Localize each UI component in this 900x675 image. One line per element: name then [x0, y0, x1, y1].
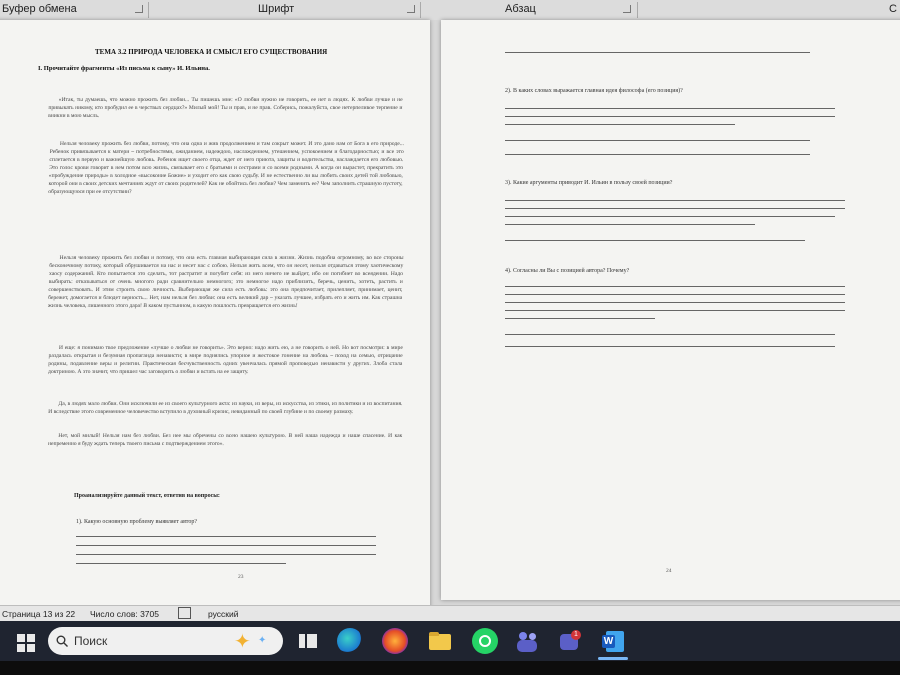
question-1: 1). Какую основную проблему выявляет автор?	[76, 519, 197, 525]
question-4: 4). Согласны ли Вы с позицией автора? Почему?	[505, 268, 630, 274]
teams-notification-icon[interactable]	[557, 628, 583, 654]
question-3: 3). Какие аргументы приводит И. Ильин в пользу своей позиции?	[505, 180, 673, 186]
answer-line	[505, 154, 810, 155]
answer-line	[505, 140, 810, 141]
paragraph-launcher-icon[interactable]	[623, 5, 631, 13]
paragraph: «Итак, ты думаешь, что можно прожить без любви... Ты пишешь мне: «О любви нужно не говорить, ее нет в людях. К любви лучше и не привыкать никому, кто пробудил ее в черствых сердцах?» Милый мой! Ты и прав, и не прав. Соберись, пожалуйста, свое нетерпеливое терпение и вникни в мою мысль.	[48, 97, 403, 119]
question-2: 2). В каких словах выражается главная идея философа (его позиция)?	[505, 88, 683, 94]
monitor-bezel	[0, 661, 900, 675]
clipboard-launcher-icon[interactable]	[135, 5, 143, 13]
ribbon-styles-label: С	[889, 3, 897, 15]
answer-line	[505, 318, 655, 319]
paragraph: И еще: я понимаю твое предложение «лучше о любви не говорить». Это верно: надо жить ею, а не говорить о ней. Но вот посмотри: в мире раздалась открытая и безумная пропаганда ненависти; в мире поднялись упорное и жестокое гонение на любовь – поход на семью, отрицание родины, подавление веры и религии. Практическая бесчувственность одних увенчалась прямой проповедью ненависти у других. Злоба стала доктриною. А это значит, что пришел час заговорить о любви и встать на ее защиту.	[47, 345, 403, 375]
answer-line	[505, 208, 845, 209]
answer-line	[505, 346, 835, 347]
answer-line	[76, 563, 286, 564]
search-placeholder: Поиск	[74, 634, 108, 648]
answer-line	[505, 294, 845, 295]
page-number: 24	[666, 568, 672, 574]
ribbon-group-labels	[0, 0, 900, 21]
file-explorer-icon[interactable]	[427, 628, 453, 654]
proofing-icon[interactable]	[178, 607, 191, 619]
answer-line	[505, 286, 845, 287]
edge-icon[interactable]	[337, 628, 363, 654]
analyze-heading: Проанализируйте данный текст, ответив на вопросы:	[74, 493, 220, 499]
paragraph: Нельзя человеку прожить без любви и потому, что она есть главная выбирающая сила в жизни. Жизнь подобна огромному, во все стороны бесконечному потоку, который обрушивается на нас и несет нас с собою. Нельзя жить всем, что он несет, нельзя отдаваться этому хаотическому хаосу содержаний. Кто попытается это сделать, тот растратит и погубит себя: из него ничего не выйдет, ибо он погибнет во всеядении. Надо выбирать: отказываться от очень многого ради сравнительно немногого; это немногое надо приблизить, беречь, ценить, хотеть, растить и совершенствовать. И этим строить свою личность. Выбирающая же сила есть любовь: это она предпочитает, прилепляет, принимает, ценит, бережет, домогается и блюдет верность... Нет, нам нельзя без любви: она есть великий дар – указать лучшее, избрать его и жить им. Как страшна жизнь человека, лишенного этого дара! В каком пустынном, в какую пошлость превращается его жизнь!	[47, 255, 404, 309]
answer-line	[505, 334, 835, 335]
whatsapp-icon[interactable]	[472, 628, 498, 654]
firefox-icon[interactable]	[382, 628, 408, 654]
ribbon-divider	[637, 2, 638, 18]
answer-line	[505, 310, 845, 311]
paragraph: Нельзя человеку прожить без любви, потому, что она одна и жив продолжением и там сокрыт может. И это дано нам от Бога в его природе... Ребенок привязывается к матери – потребностями, ожиданием, надеждою, наслаждением, утешением, успокоением и благодарностью; и все это сплетается в первую и важнейшую любовь. Ребенок ищет своего отца, ждет от него приюта, защиты и водительства, наслаждается его любовью. Это голос крови говорит в нем потом всю жизнь, связывает его с братьями и сестрами и со всеми родными. А когда он вырастет, прекратить это «пробуждение природы» в холодное «высоконие Божие» и уходит его как свою судьбу. И не естественно ли вы любить своих детей той любовью, которой они в своих детских мечтаниях ждут от своих родителей? Как не обойтись без любви? Чем заменить ее? Чем заполнить страшную пустоту, образующуюся при ее отсутствии?	[48, 141, 405, 195]
answer-line	[76, 545, 376, 546]
notification-badge: 1	[571, 630, 581, 640]
answer-line	[505, 124, 735, 125]
status-bar	[0, 605, 900, 622]
page-number: 23	[238, 574, 244, 580]
answer-line	[505, 108, 835, 109]
paragraph: Нет, мой милый! Нельзя нам без любви. Без нее мы обречены со всею нашею культурою. В ней наша надежда и наше спасение. И как непременно я буду ждать теперь твоего письма с подтверждением этого».	[47, 433, 403, 447]
taskbar	[0, 621, 900, 661]
copilot-icon[interactable]: ✦	[234, 631, 251, 653]
ribbon-paragraph-label: Абзац	[505, 3, 536, 15]
page-right[interactable]	[441, 20, 900, 600]
answer-line	[505, 240, 805, 241]
font-launcher-icon[interactable]	[407, 5, 415, 13]
task-view-icon[interactable]	[295, 628, 321, 654]
ribbon-clipboard-label: Буфер обмена	[2, 3, 77, 15]
document-title: ТЕМА 3.2 ПРИРОДА ЧЕЛОВЕКА И СМЫСЛ ЕГО СУЩЕСТВОВАНИЯ	[95, 48, 328, 56]
answer-line	[505, 116, 835, 117]
ribbon-font-label: Шрифт	[258, 3, 295, 15]
active-app-indicator	[598, 657, 628, 660]
ribbon-divider	[148, 2, 149, 18]
document-subtitle: I. Прочитайте фрагменты «Из письма к сыну» И. Ильина.	[38, 65, 210, 72]
word-icon[interactable]: W	[600, 628, 626, 654]
ribbon-divider	[420, 2, 421, 18]
document-canvas[interactable]	[0, 20, 900, 605]
language-indicator[interactable]: русский	[208, 609, 239, 619]
answer-line	[505, 52, 810, 53]
windows-start-icon[interactable]	[17, 634, 35, 652]
page-left[interactable]	[0, 20, 430, 610]
sparkle-icon: ✦	[258, 635, 267, 646]
answer-line	[76, 554, 376, 555]
answer-line	[505, 302, 845, 303]
taskbar-search-box[interactable]	[48, 627, 283, 655]
search-icon	[56, 635, 68, 647]
page-count[interactable]: Страница 13 из 22	[2, 609, 76, 619]
teams-icon[interactable]	[514, 628, 540, 654]
answer-line	[505, 200, 845, 201]
answer-line	[505, 224, 755, 225]
answer-line	[505, 216, 835, 217]
word-count[interactable]: Число слов: 3705	[90, 609, 159, 619]
paragraph: Да, в людях мало любви. Они исключили ее из своего культурного акта: из науки, из веры, из искусства, из этики, из политики и из воспитания. И вследствие этого современное человечество вступило в духовный кризис, невиданный по своей глубине и по своему размаху.	[48, 401, 403, 415]
answer-line	[76, 536, 376, 537]
